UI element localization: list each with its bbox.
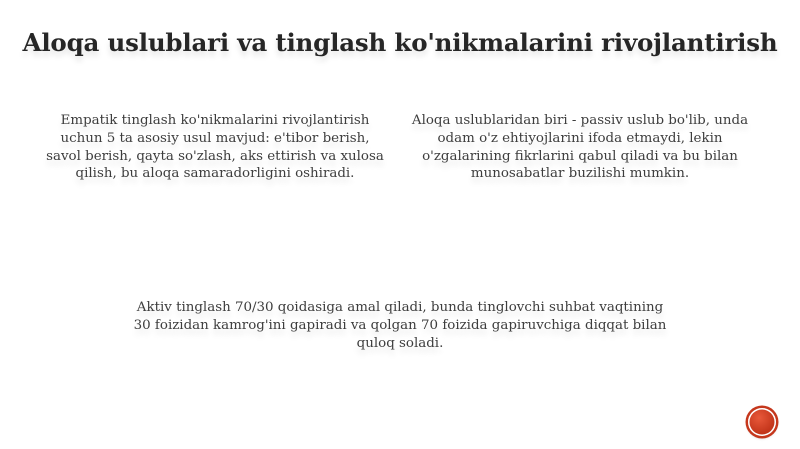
text-block-passive-style: Aloqa uslublaridan biri - passiv uslub bo'lib, unda odam o'z ehtiyojlarini ifoda etmaydi, lekin o'zgalarining fikrlarini qabul qiladi va bu bilan munosabatlar buzilishi mumkin. bbox=[411, 113, 749, 182]
circle-button-icon[interactable] bbox=[748, 408, 776, 436]
text-block-active-listening: Aktiv tinglash 70/30 qoidasiga amal qiladi, bunda tinglovchi suhbat vaqtining 30 foizidan kamrog'ini gapiradi va qolgan 70 foizida gapiruvchiga diqqat bilan quloq soladi. bbox=[133, 300, 667, 351]
slide-title: Aloqa uslublari va tinglash ko'nikmalarini rivojlantirish bbox=[22, 28, 778, 57]
text-block-empathic-listening: Empatik tinglash ko'nikmalarini rivojlantirish uchun 5 ta asosiy usul mavjud: e'tibor berish, savol berish, qayta so'zlash, aks ettirish va xulosa qilish, bu aloqa samaradorligini oshiradi. bbox=[46, 113, 384, 182]
